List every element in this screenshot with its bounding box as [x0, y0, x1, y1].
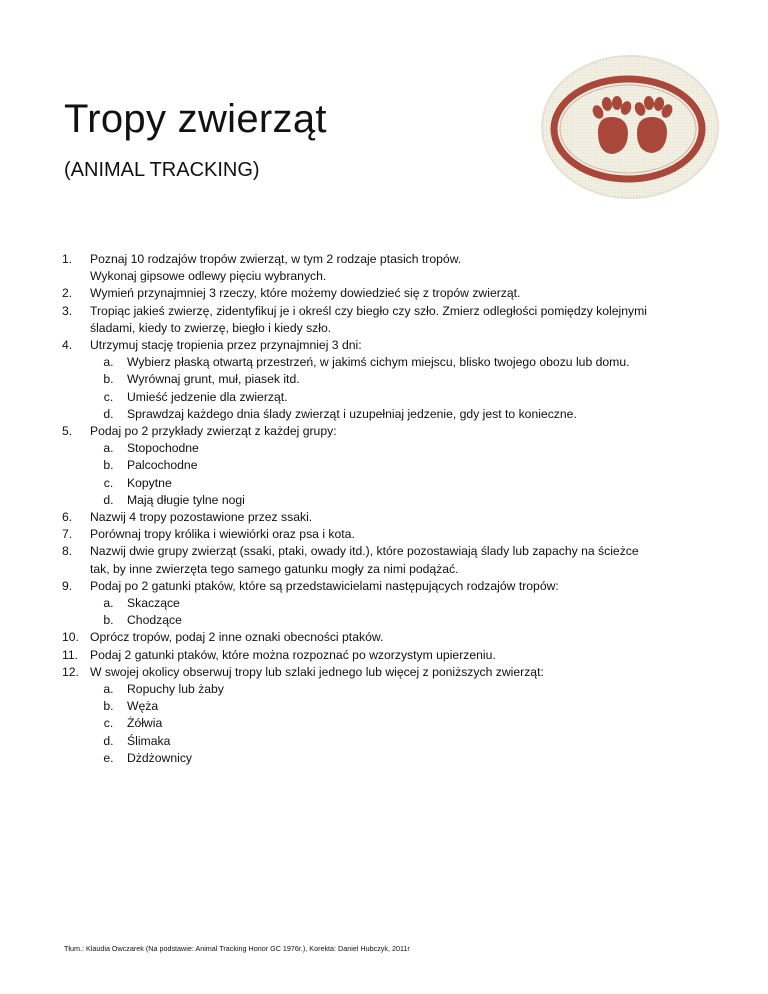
sub-item-letter: b.: [103, 458, 114, 473]
sub-item-letter: c.: [103, 475, 114, 490]
sub-item-letter: d.: [103, 492, 114, 507]
item-number: 4.: [62, 338, 73, 353]
sub-item: [62, 440, 722, 457]
list-item: [62, 285, 722, 302]
sub-item: [62, 406, 722, 423]
item-number: 5.: [62, 424, 73, 439]
item-number: [62, 561, 90, 578]
item-text: śladami, kiedy to zwierzę, biegło i kiedy szło.: [90, 320, 332, 335]
list-item: [62, 647, 722, 664]
sub-item-letter: a.: [103, 596, 114, 611]
translation-credits: Tłum.: Klaudia Owczarek (Na podstawie: Animal Tracking Honor GC 1976r.), Korekta: Daniel Hubczyk, 2011r: [64, 944, 410, 953]
list-item: [62, 664, 722, 681]
list-item: [62, 320, 722, 337]
item-text: Poznaj 10 rodzajów tropów zwierząt, w tym 2 rodzaje ptasich tropów.: [90, 252, 462, 266]
sub-item-text: Kopytne: [127, 475, 172, 490]
item-text: Wymień przynajmniej 3 rzeczy, które możemy dowiedzieć się z tropów zwierząt.: [90, 286, 521, 301]
sub-item-text: Węża: [127, 699, 159, 714]
sub-item: [62, 389, 722, 406]
sub-item-text: Skaczące: [127, 596, 180, 611]
sub-item: [62, 681, 722, 698]
item-text: Nazwij 4 tropy pozostawione przez ssaki.: [90, 510, 313, 525]
item-text: W swojej okolicy obserwuj tropy lub szlaki jednego lub więcej z poniższych zwierząt:: [90, 664, 544, 679]
sub-item-text: Ropuchy lub żaby: [127, 682, 224, 697]
sub-item: [62, 371, 722, 388]
sub-item-letter: a.: [103, 682, 114, 697]
sub-item: [62, 492, 722, 509]
sub-item: [62, 457, 722, 474]
sub-item: [62, 715, 722, 732]
sub-item-text: Stopochodne: [127, 441, 199, 456]
item-text: Podaj po 2 gatunki ptaków, które są przedstawicielami następujących rodzajów tropów:: [90, 578, 559, 593]
list-item: [62, 629, 722, 646]
item-number: [62, 268, 90, 285]
sub-item-letter: b.: [103, 699, 114, 714]
sub-item: [62, 733, 722, 750]
item-number: 7.: [62, 527, 73, 542]
item-text: Oprócz tropów, podaj 2 inne oznaki obecności ptaków.: [90, 630, 384, 645]
item-number: 10.: [62, 630, 79, 645]
sub-item-text: Wybierz płaską otwartą przestrzeń, w jakimś cichym miejscu, blisko twojego obozu lub domu.: [127, 355, 630, 370]
item-number: 1.: [62, 252, 73, 266]
item-number: 3.: [62, 303, 73, 318]
sub-item-text: Chodzące: [127, 613, 182, 628]
item-number: [62, 320, 90, 337]
requirements-list: [62, 251, 722, 767]
sub-item: [62, 595, 722, 612]
item-number: 9.: [62, 578, 73, 593]
list-item: [62, 509, 722, 526]
list-item: [62, 251, 722, 268]
list-item: [62, 543, 722, 560]
list-item: [62, 578, 722, 595]
sub-item-letter: a.: [103, 441, 114, 456]
sub-item-text: Mają długie tylne nogi: [127, 492, 245, 507]
list-item: [62, 268, 722, 285]
item-text: Podaj po 2 przykłady zwierząt z każdej grupy:: [90, 424, 337, 439]
paw-prints-badge-icon: [540, 54, 720, 200]
list-item: [62, 303, 722, 320]
item-text: Tropiąc jakieś zwierzę, zidentyfikuj je i określ czy biegło czy szło. Zmierz odległości pomiędzy kolejnymi: [90, 303, 647, 318]
sub-item-letter: d.: [103, 406, 114, 421]
list-item: [62, 337, 722, 354]
item-text: Porównaj tropy królika i wiewiórki oraz psa i kota.: [90, 527, 355, 542]
sub-item-text: Sprawdzaj każdego dnia ślady zwierząt i uzupełniaj jedzenie, gdy jest to konieczne.: [127, 406, 577, 421]
item-number: 8.: [62, 544, 73, 559]
item-text: Podaj 2 gatunki ptaków, które można rozpoznać po wzorzystym upierzeniu.: [90, 647, 496, 662]
sub-item-text: Ślimaka: [127, 733, 171, 748]
sub-item: [62, 750, 722, 767]
sub-item-text: Żółwia: [127, 716, 163, 731]
list-item: [62, 561, 722, 578]
sub-item-letter: d.: [103, 733, 114, 748]
sub-item-letter: a.: [103, 355, 114, 370]
sub-item: [62, 698, 722, 715]
sub-item-text: Palcochodne: [127, 458, 198, 473]
sub-item-letter: c.: [103, 389, 114, 404]
item-number: 6.: [62, 510, 73, 525]
item-text: Nazwij dwie grupy zwierząt (ssaki, ptaki, owady itd.), które pozostawiają ślady lub zapachy na ścieżce: [90, 544, 639, 559]
sub-item: [62, 354, 722, 371]
list-item: [62, 423, 722, 440]
sub-item: [62, 475, 722, 492]
sub-item-text: Dżdżownicy: [127, 750, 193, 765]
list-item: [62, 526, 722, 543]
item-number: 2.: [62, 286, 73, 301]
sub-item-text: Wyrównaj grunt, muł, piasek itd.: [127, 372, 300, 387]
item-text: Wykonaj gipsowe odlewy pięciu wybranych.: [90, 269, 327, 284]
page-title: Tropy zwierząt: [64, 97, 327, 141]
item-number: 12.: [62, 664, 79, 679]
sub-item: [62, 612, 722, 629]
sub-item-letter: c.: [103, 716, 114, 731]
item-text: tak, by inne zwierzęta tego samego gatunku mogły za nimi podążać.: [90, 561, 459, 576]
item-number: 11.: [62, 647, 79, 662]
item-text: Utrzymuj stację tropienia przez przynajmniej 3 dni:: [90, 338, 362, 353]
sub-item-letter: b.: [103, 372, 114, 387]
page-subtitle: (ANIMAL TRACKING): [64, 159, 260, 181]
sub-item-letter: e.: [103, 750, 114, 765]
sub-item-text: Umieść jedzenie dla zwierząt.: [127, 389, 288, 404]
sub-item-letter: b.: [103, 613, 114, 628]
